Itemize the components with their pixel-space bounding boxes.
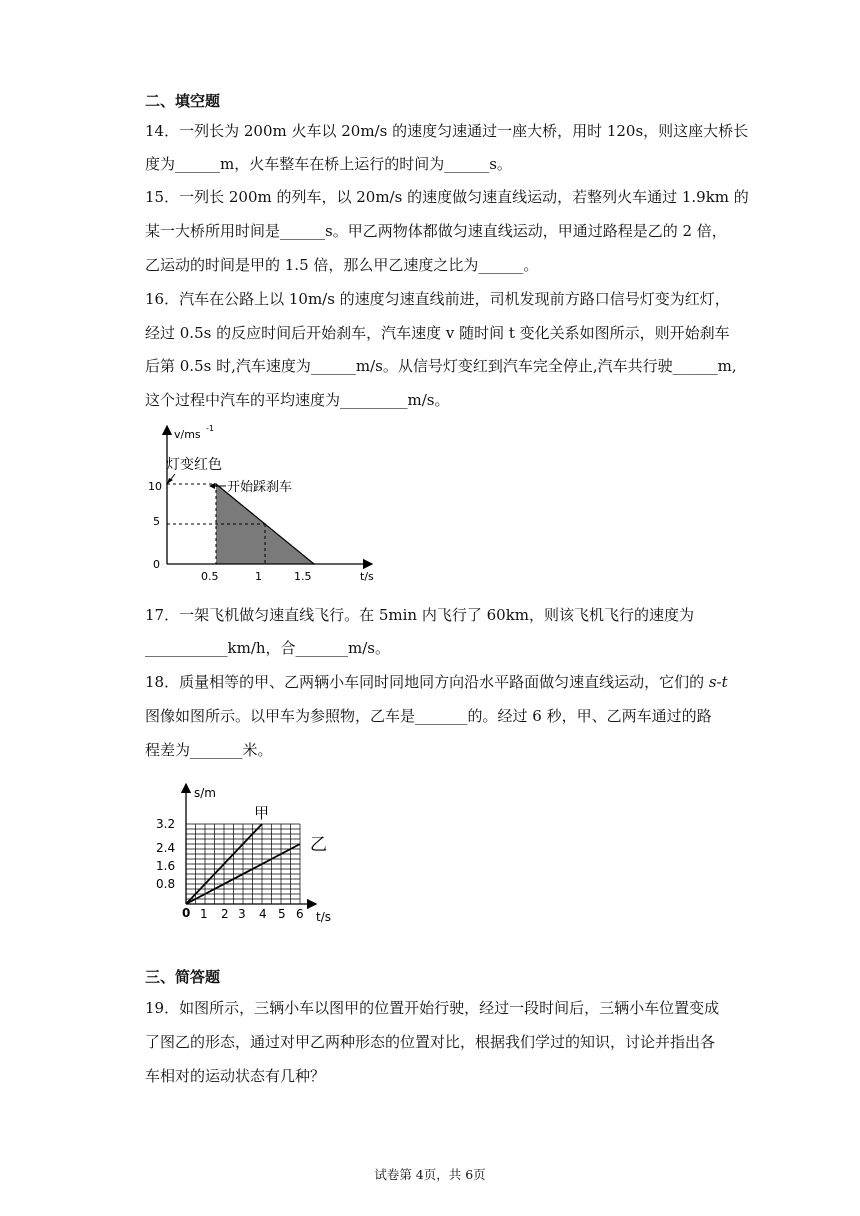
q15-line-1: 15．一列长 200m 的列车，以 20m/s 的速度做匀速直线运动，若整列火车通过 1.9km 的 [145, 188, 749, 206]
st-xtick-1: 1 [200, 907, 208, 921]
vt-point-2 [264, 523, 266, 525]
q15-line-3: 乙运动的时间是甲的 1.5 倍，那么甲乙速度之比为______。 [145, 256, 539, 274]
st-xtick-3: 3 [238, 907, 246, 921]
st-ytick-2.4: 2.4 [156, 841, 176, 855]
vt-ytick-0: 0 [153, 558, 160, 571]
q19-line-3: 车相对的运动状态有几种？ [145, 1067, 326, 1085]
section-fill-in-heading: 二、填空题 [145, 92, 221, 110]
vt-y-axis-label-sup: -1 [206, 424, 214, 433]
label-yi: 乙 [310, 835, 327, 855]
vt-ytick-5: 5 [153, 515, 160, 528]
q15-line-2: 某一大桥所用时间是______s。甲乙两物体都做匀速直线运动，甲通过路程是乙的 2 倍， [145, 222, 727, 240]
st-ytick-1.6: 1.6 [156, 859, 176, 873]
st-xtick-0: 0 [182, 906, 191, 920]
q14-line-1: 14．一列长为 200m 火车以 20m/s 的速度匀速通过一座大桥，用时 120s，则这座大桥长 [145, 122, 749, 140]
q18-line-3: 程差为_______米。 [145, 741, 273, 759]
light-red-arrowhead [167, 478, 173, 484]
label-light-turns-red: 灯变红色 [166, 457, 222, 473]
label-jia: 甲 [254, 804, 270, 822]
page-footer: 试卷第 4页，共 6页 [374, 1167, 486, 1182]
st-x-axis-label: t/s [316, 910, 331, 924]
st-xtick-2: 2 [221, 907, 229, 921]
q16-line-4: 这个过程中汽车的平均速度为_________m/s。 [145, 391, 450, 409]
st-ytick-0.8: 0.8 [156, 877, 176, 891]
st-ytick-3.2: 3.2 [156, 817, 176, 831]
q18-line-1-text: 18．质量相等的甲、乙两辆小车同时同地同方向沿水平路面做匀速直线运动，它们的 [145, 673, 709, 691]
q17-line-2: ___________km/h，合_______m/s。 [145, 639, 391, 657]
vt-point-1 [215, 483, 217, 485]
q17-line-1: 17．一架飞机做匀速直线飞行。在 5min 内飞行了 60km，则该飞机飞行的速度为 [145, 606, 695, 624]
vt-graph-figure [140, 418, 390, 588]
st-xtick-5: 5 [278, 907, 286, 921]
q16-line-1: 16．汽车在公路上以 10m/s 的速度匀速直线前进，司机发现前方路口信号灯变为红灯， [145, 290, 730, 308]
st-xtick-6: 6 [296, 907, 304, 921]
vt-ytick-10: 10 [148, 480, 162, 493]
q16-line-2: 经过 0.5s 的反应时间后开始刹车，汽车速度 v 随时间 t 变化关系如图所示，则开始刹车 [145, 324, 730, 342]
vt-y-axis-label: v/ms [174, 428, 201, 441]
q18-line-1 [145, 671, 728, 692]
st-xtick-4: 4 [259, 907, 267, 921]
q16-line-3: 后第 0.5s 时,汽车速度为______m/s。从信号灯变红到汽车完全停止,汽车共行驶______m, [145, 357, 737, 375]
label-start-braking: 开始踩刹车 [227, 480, 293, 495]
vt-xtick-1.5: 1.5 [294, 570, 312, 583]
vt-x-axis-label: t/s [360, 570, 374, 583]
st-graph-figure [150, 780, 350, 925]
st-y-axis-label: s/m [194, 786, 216, 800]
q19-line-1: 19．如图所示，三辆小车以图甲的位置开始行驶，经过一段时间后，三辆小车位置变成 [145, 999, 720, 1017]
vt-xtick-0.5: 0.5 [201, 570, 219, 583]
q18-st-symbol: s-t [708, 673, 728, 691]
q18-line-2: 图像如图所示。以甲车为参照物，乙车是_______的。经过 6 秒，甲、乙两车通过的路 [145, 707, 712, 725]
section-short-answer-heading: 三、简答题 [145, 968, 221, 986]
q14-line-2: 度为______m，火车整车在桥上运行的时间为______s。 [145, 155, 512, 173]
q19-line-2: 了图乙的形态，通过对甲乙两种形态的位置对比，根据我们学过的知识，讨论并指出各 [145, 1033, 716, 1051]
vt-xtick-1: 1 [255, 570, 262, 583]
